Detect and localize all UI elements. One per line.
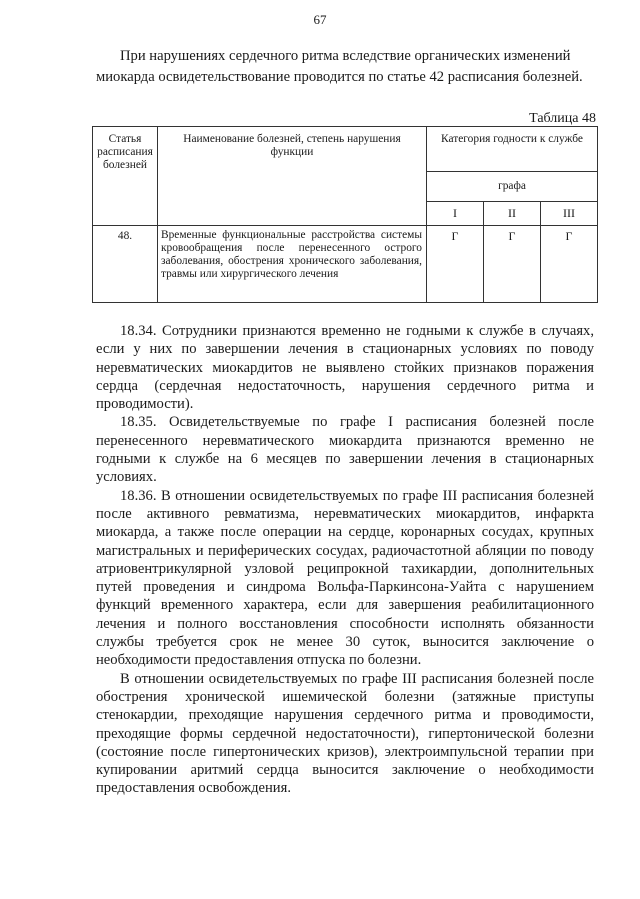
table-label: Таблица 48 [529,111,596,126]
intro-paragraph [96,46,600,88]
body-text [96,322,594,798]
row-category-1: Г [427,226,484,303]
row-category-3: Г [541,226,598,303]
header-disease-name: Наименование болезней, степень нарушения функции [158,127,427,226]
disease-table [92,126,598,303]
table-header-row [93,127,598,172]
paragraph-graph-iii: В отношении освидетельствуемых по графе III расписания болезней после обострения хронической ишемической болезни (затяжные приступы стенокардии, преходящие нарушения сердечного ритма и проводимости, преходящие формы сердечной недостаточности), гипертонической болезни (состояние после гипертонических кризов), электроимпульсной терапии при купировании аритмий сердца выносится заключение о необходимости предоставления освобождения. [96,670,594,797]
header-grafa: графа [427,172,598,202]
header-statya: Статья расписания болезней [93,127,158,226]
row-disease-name: Временные функциональные расстройства системы кровообращения после перенесенного острого заболевания, обострения хронического заболевания, травмы или хирургического лечения [158,226,427,303]
intro-line-1: При нарушениях сердечного ритма вследствие органических изменений [120,48,571,64]
page-number: 67 [313,12,327,27]
header-column-3: III [541,202,598,226]
intro-line-2: миокарда освидетельствование проводится по статье 42 расписания болезней. [96,69,583,85]
paragraph-18-34: 18.34. Сотрудники признаются временно не годными к службе в случаях, если у них по завершении лечения в стационарных условиях по поводу неревматических миокардитов не выявлено стойких признаков поражения сердца (сердечная недостаточность, нарушения сердечного ритма и проводимости). [96,323,594,413]
paragraph-18-36: 18.36. В отношении освидетельствуемых по графе III расписания болезней после активного ревматизма, неревматических миокардитов, инфаркта миокарда, а также после операции на сердце, коронарных сосудах, крупных магистральных и периферических сосудах, радиочастотной абляции по поводу атриовентрикулярной узловой реципрокной тахикардии, дополнительных путей проведения и синдрома Вольфа-Паркинсона-Уайта с нарушением функций временного характера, если для завершения реабилитационного лечения и полного восстановления способности исполнять обязанности службы требуется срок не менее 30 суток, выносится заключение о необходимости предоставления отпуска по болезни. [96,487,594,669]
paragraph-18-35: 18.35. Освидетельствуемые по графе I расписания болезней после перенесенного неревматического миокардита признаются временно не годными к службе на 6 месяцев по завершении лечения в стационарных условиях. [96,414,594,486]
header-category: Категория годности к службе [427,127,598,172]
header-column-1: I [427,202,484,226]
row-category-2: Г [484,226,541,303]
table-row [93,226,598,303]
header-column-2: II [484,202,541,226]
row-article-number: 48. [93,226,158,303]
